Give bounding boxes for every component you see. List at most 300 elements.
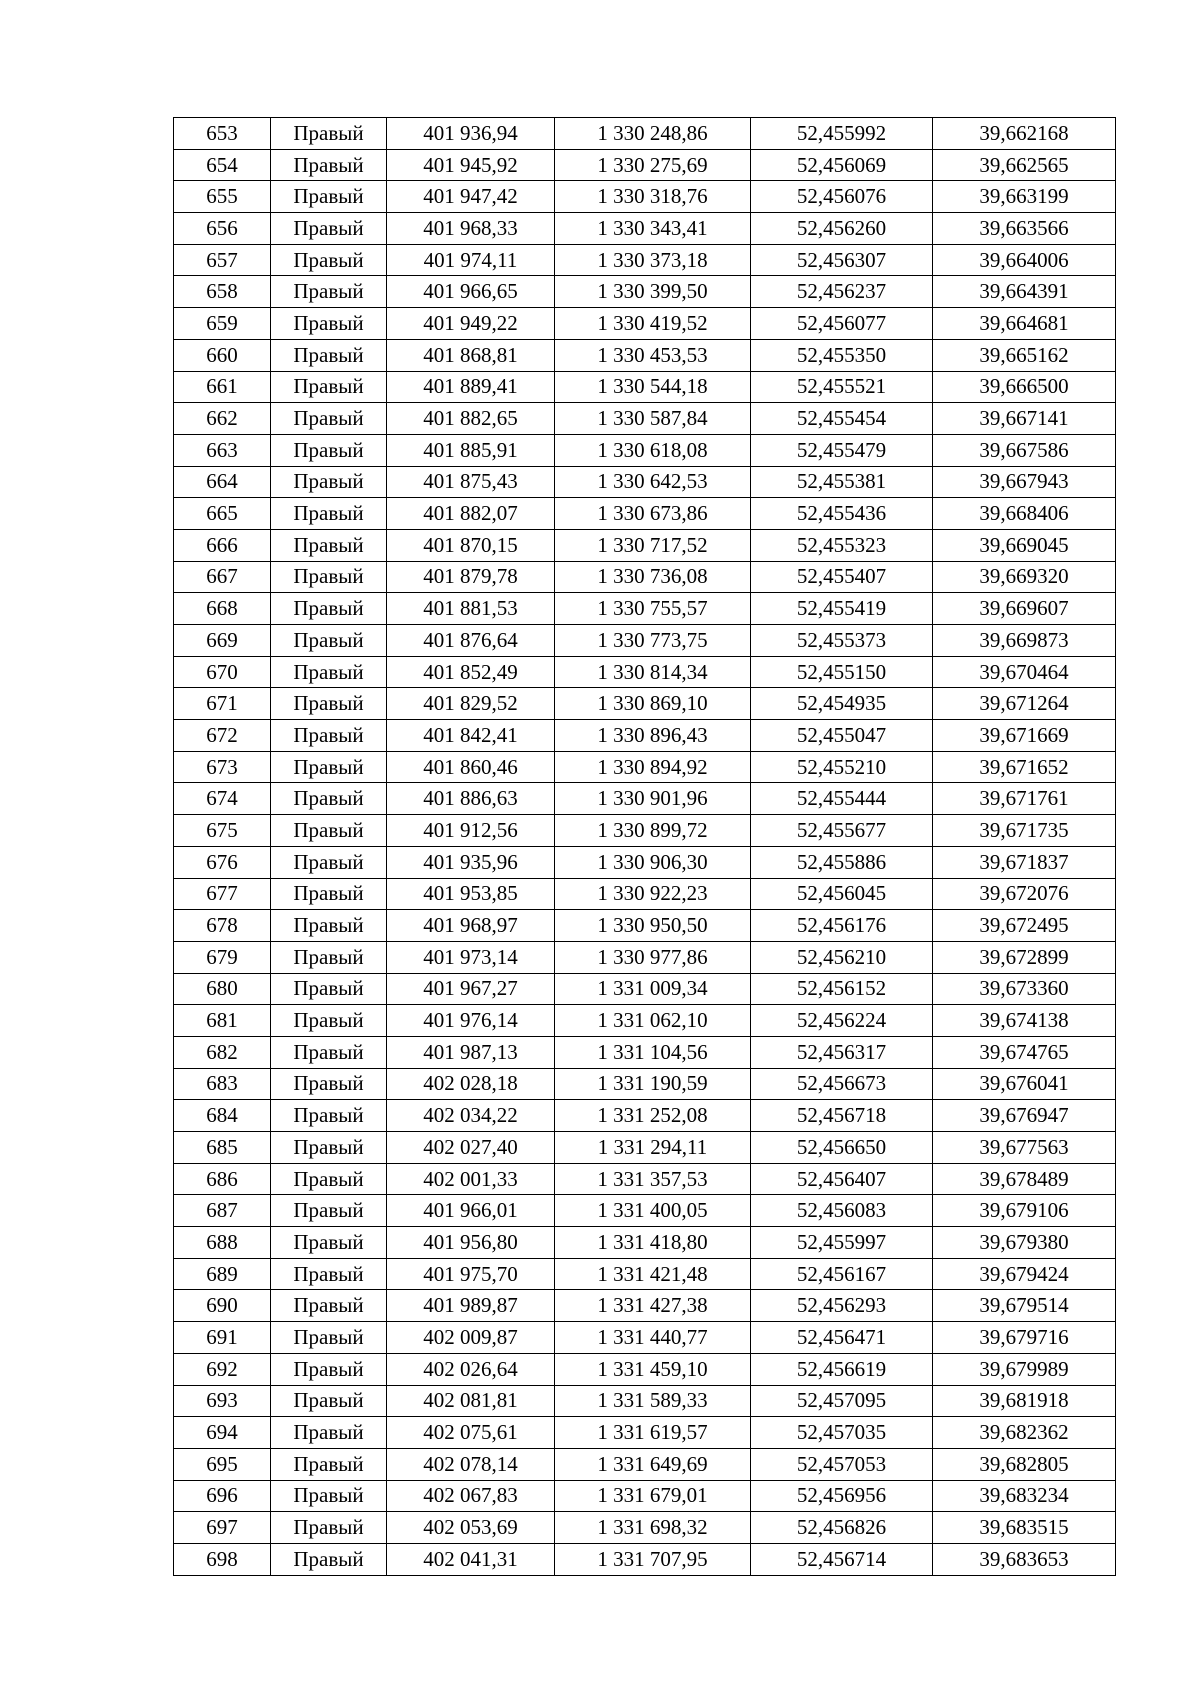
y-coordinate-cell: 1 330 453,53 [555,339,751,371]
side-cell: Правый [271,1036,387,1068]
x-coordinate-cell: 402 075,61 [387,1417,555,1449]
table-row [174,593,1116,625]
y-coordinate-cell: 1 330 318,76 [555,181,751,213]
x-coordinate-cell: 402 078,14 [387,1448,555,1480]
x-coordinate-cell: 401 889,41 [387,371,555,403]
point-number-cell: 658 [174,276,271,308]
table-row [174,1353,1116,1385]
table-row [174,1290,1116,1322]
point-number-cell: 698 [174,1543,271,1575]
x-coordinate-cell: 401 973,14 [387,941,555,973]
longitude-cell: 39,677563 [933,1132,1116,1164]
table-row [174,625,1116,657]
y-coordinate-cell: 1 331 357,53 [555,1163,751,1195]
table-row [174,1163,1116,1195]
point-number-cell: 696 [174,1480,271,1512]
table-row [174,815,1116,847]
side-cell: Правый [271,276,387,308]
longitude-cell: 39,672076 [933,878,1116,910]
longitude-cell: 39,671264 [933,688,1116,720]
latitude-cell: 52,456407 [751,1163,933,1195]
table-row [174,308,1116,340]
y-coordinate-cell: 1 330 977,86 [555,941,751,973]
longitude-cell: 39,671735 [933,815,1116,847]
point-number-cell: 682 [174,1036,271,1068]
longitude-cell: 39,671669 [933,720,1116,752]
x-coordinate-cell: 401 953,85 [387,878,555,910]
point-number-cell: 691 [174,1322,271,1354]
x-coordinate-cell: 401 885,91 [387,434,555,466]
point-number-cell: 666 [174,529,271,561]
latitude-cell: 52,455373 [751,625,933,657]
side-cell: Правый [271,941,387,973]
longitude-cell: 39,679106 [933,1195,1116,1227]
side-cell: Правый [271,910,387,942]
coordinates-table [173,117,1116,1576]
point-number-cell: 676 [174,846,271,878]
table-row [174,276,1116,308]
y-coordinate-cell: 1 330 869,10 [555,688,751,720]
latitude-cell: 52,455997 [751,1227,933,1259]
latitude-cell: 52,455419 [751,593,933,625]
side-cell: Правый [271,878,387,910]
side-cell: Правый [271,1353,387,1385]
table-row [174,529,1116,561]
latitude-cell: 52,456210 [751,941,933,973]
y-coordinate-cell: 1 331 252,08 [555,1100,751,1132]
side-cell: Правый [271,1163,387,1195]
side-cell: Правый [271,815,387,847]
x-coordinate-cell: 401 976,14 [387,1005,555,1037]
x-coordinate-cell: 401 945,92 [387,149,555,181]
y-coordinate-cell: 1 331 418,80 [555,1227,751,1259]
point-number-cell: 689 [174,1258,271,1290]
table-row [174,1322,1116,1354]
latitude-cell: 52,456045 [751,878,933,910]
longitude-cell: 39,679514 [933,1290,1116,1322]
x-coordinate-cell: 401 868,81 [387,339,555,371]
longitude-cell: 39,672899 [933,941,1116,973]
table-row [174,1036,1116,1068]
longitude-cell: 39,672495 [933,910,1116,942]
latitude-cell: 52,455479 [751,434,933,466]
x-coordinate-cell: 401 935,96 [387,846,555,878]
longitude-cell: 39,666500 [933,371,1116,403]
longitude-cell: 39,667943 [933,466,1116,498]
point-number-cell: 686 [174,1163,271,1195]
table-row [174,1005,1116,1037]
latitude-cell: 52,455210 [751,751,933,783]
latitude-cell: 52,455350 [751,339,933,371]
x-coordinate-cell: 402 067,83 [387,1480,555,1512]
side-cell: Правый [271,1448,387,1480]
side-cell: Правый [271,308,387,340]
longitude-cell: 39,674765 [933,1036,1116,1068]
latitude-cell: 52,456167 [751,1258,933,1290]
point-number-cell: 684 [174,1100,271,1132]
point-number-cell: 690 [174,1290,271,1322]
x-coordinate-cell: 401 860,46 [387,751,555,783]
table-row [174,1512,1116,1544]
latitude-cell: 52,456317 [751,1036,933,1068]
point-number-cell: 671 [174,688,271,720]
point-number-cell: 653 [174,118,271,150]
y-coordinate-cell: 1 330 717,52 [555,529,751,561]
table-row [174,720,1116,752]
table-row [174,941,1116,973]
y-coordinate-cell: 1 330 736,08 [555,561,751,593]
longitude-cell: 39,683515 [933,1512,1116,1544]
table-row [174,466,1116,498]
y-coordinate-cell: 1 330 419,52 [555,308,751,340]
y-coordinate-cell: 1 330 587,84 [555,403,751,435]
side-cell: Правый [271,149,387,181]
latitude-cell: 52,457035 [751,1417,933,1449]
x-coordinate-cell: 401 852,49 [387,656,555,688]
longitude-cell: 39,676947 [933,1100,1116,1132]
latitude-cell: 52,456718 [751,1100,933,1132]
side-cell: Правый [271,1195,387,1227]
point-number-cell: 697 [174,1512,271,1544]
side-cell: Правый [271,213,387,245]
side-cell: Правый [271,783,387,815]
table-row [174,878,1116,910]
table-row [174,1448,1116,1480]
x-coordinate-cell: 401 966,65 [387,276,555,308]
side-cell: Правый [271,403,387,435]
table-row [174,751,1116,783]
x-coordinate-cell: 402 009,87 [387,1322,555,1354]
point-number-cell: 687 [174,1195,271,1227]
point-number-cell: 673 [174,751,271,783]
table-row [174,910,1116,942]
y-coordinate-cell: 1 331 459,10 [555,1353,751,1385]
side-cell: Правый [271,1385,387,1417]
x-coordinate-cell: 401 870,15 [387,529,555,561]
side-cell: Правый [271,118,387,150]
y-coordinate-cell: 1 330 906,30 [555,846,751,878]
x-coordinate-cell: 401 975,70 [387,1258,555,1290]
longitude-cell: 39,670464 [933,656,1116,688]
table-row [174,688,1116,720]
x-coordinate-cell: 401 882,07 [387,498,555,530]
table-row [174,973,1116,1005]
longitude-cell: 39,662168 [933,118,1116,150]
latitude-cell: 52,456673 [751,1068,933,1100]
side-cell: Правый [271,1258,387,1290]
point-number-cell: 662 [174,403,271,435]
x-coordinate-cell: 401 829,52 [387,688,555,720]
y-coordinate-cell: 1 331 427,38 [555,1290,751,1322]
point-number-cell: 661 [174,371,271,403]
latitude-cell: 52,455323 [751,529,933,561]
table-row [174,1417,1116,1449]
table-row [174,403,1116,435]
x-coordinate-cell: 402 081,81 [387,1385,555,1417]
y-coordinate-cell: 1 331 400,05 [555,1195,751,1227]
latitude-cell: 52,456471 [751,1322,933,1354]
longitude-cell: 39,667586 [933,434,1116,466]
side-cell: Правый [271,1005,387,1037]
longitude-cell: 39,667141 [933,403,1116,435]
point-number-cell: 695 [174,1448,271,1480]
y-coordinate-cell: 1 330 922,23 [555,878,751,910]
x-coordinate-cell: 401 886,63 [387,783,555,815]
point-number-cell: 694 [174,1417,271,1449]
table-row [174,118,1116,150]
y-coordinate-cell: 1 330 248,86 [555,118,751,150]
table-row [174,149,1116,181]
x-coordinate-cell: 402 026,64 [387,1353,555,1385]
latitude-cell: 52,456237 [751,276,933,308]
side-cell: Правый [271,371,387,403]
side-cell: Правый [271,1290,387,1322]
y-coordinate-cell: 1 330 373,18 [555,244,751,276]
y-coordinate-cell: 1 331 440,77 [555,1322,751,1354]
latitude-cell: 52,456650 [751,1132,933,1164]
y-coordinate-cell: 1 331 698,32 [555,1512,751,1544]
table-row [174,1100,1116,1132]
side-cell: Правый [271,1322,387,1354]
longitude-cell: 39,673360 [933,973,1116,1005]
latitude-cell: 52,455047 [751,720,933,752]
y-coordinate-cell: 1 331 679,01 [555,1480,751,1512]
table-row [174,244,1116,276]
point-number-cell: 679 [174,941,271,973]
longitude-cell: 39,663199 [933,181,1116,213]
point-number-cell: 669 [174,625,271,657]
latitude-cell: 52,455454 [751,403,933,435]
side-cell: Правый [271,434,387,466]
longitude-cell: 39,682362 [933,1417,1116,1449]
point-number-cell: 667 [174,561,271,593]
longitude-cell: 39,679380 [933,1227,1116,1259]
latitude-cell: 52,454935 [751,688,933,720]
y-coordinate-cell: 1 331 062,10 [555,1005,751,1037]
longitude-cell: 39,671761 [933,783,1116,815]
point-number-cell: 656 [174,213,271,245]
longitude-cell: 39,664681 [933,308,1116,340]
x-coordinate-cell: 401 879,78 [387,561,555,593]
latitude-cell: 52,456956 [751,1480,933,1512]
side-cell: Правый [271,498,387,530]
latitude-cell: 52,456077 [751,308,933,340]
latitude-cell: 52,456069 [751,149,933,181]
point-number-cell: 660 [174,339,271,371]
point-number-cell: 654 [174,149,271,181]
point-number-cell: 675 [174,815,271,847]
table-body [174,118,1116,1576]
longitude-cell: 39,682805 [933,1448,1116,1480]
longitude-cell: 39,669045 [933,529,1116,561]
latitude-cell: 52,456224 [751,1005,933,1037]
y-coordinate-cell: 1 330 544,18 [555,371,751,403]
y-coordinate-cell: 1 330 618,08 [555,434,751,466]
y-coordinate-cell: 1 330 773,75 [555,625,751,657]
table-row [174,498,1116,530]
point-number-cell: 677 [174,878,271,910]
side-cell: Правый [271,1417,387,1449]
x-coordinate-cell: 402 001,33 [387,1163,555,1195]
x-coordinate-cell: 402 028,18 [387,1068,555,1100]
side-cell: Правый [271,466,387,498]
longitude-cell: 39,664391 [933,276,1116,308]
y-coordinate-cell: 1 330 275,69 [555,149,751,181]
longitude-cell: 39,669320 [933,561,1116,593]
side-cell: Правый [271,1100,387,1132]
x-coordinate-cell: 401 876,64 [387,625,555,657]
table-row [174,1543,1116,1575]
x-coordinate-cell: 402 034,22 [387,1100,555,1132]
latitude-cell: 52,457053 [751,1448,933,1480]
latitude-cell: 52,456619 [751,1353,933,1385]
y-coordinate-cell: 1 330 899,72 [555,815,751,847]
table-row [174,181,1116,213]
longitude-cell: 39,671837 [933,846,1116,878]
point-number-cell: 681 [174,1005,271,1037]
x-coordinate-cell: 401 881,53 [387,593,555,625]
table-row [174,1132,1116,1164]
y-coordinate-cell: 1 330 755,57 [555,593,751,625]
latitude-cell: 52,455407 [751,561,933,593]
table-row [174,213,1116,245]
point-number-cell: 680 [174,973,271,1005]
table-row [174,783,1116,815]
latitude-cell: 52,456260 [751,213,933,245]
side-cell: Правый [271,1068,387,1100]
latitude-cell: 52,456714 [751,1543,933,1575]
table-row [174,1068,1116,1100]
latitude-cell: 52,456083 [751,1195,933,1227]
side-cell: Правый [271,593,387,625]
point-number-cell: 670 [174,656,271,688]
side-cell: Правый [271,973,387,1005]
y-coordinate-cell: 1 330 950,50 [555,910,751,942]
latitude-cell: 52,456826 [751,1512,933,1544]
longitude-cell: 39,664006 [933,244,1116,276]
x-coordinate-cell: 401 966,01 [387,1195,555,1227]
longitude-cell: 39,668406 [933,498,1116,530]
longitude-cell: 39,676041 [933,1068,1116,1100]
side-cell: Правый [271,244,387,276]
table-row [174,339,1116,371]
longitude-cell: 39,662565 [933,149,1116,181]
side-cell: Правый [271,181,387,213]
table-row [174,1195,1116,1227]
x-coordinate-cell: 401 974,11 [387,244,555,276]
point-number-cell: 668 [174,593,271,625]
latitude-cell: 52,456307 [751,244,933,276]
longitude-cell: 39,683653 [933,1543,1116,1575]
x-coordinate-cell: 401 936,94 [387,118,555,150]
x-coordinate-cell: 401 967,27 [387,973,555,1005]
longitude-cell: 39,679716 [933,1322,1116,1354]
latitude-cell: 52,455521 [751,371,933,403]
latitude-cell: 52,455436 [751,498,933,530]
side-cell: Правый [271,656,387,688]
table-row [174,1258,1116,1290]
x-coordinate-cell: 401 968,97 [387,910,555,942]
latitude-cell: 52,456076 [751,181,933,213]
longitude-cell: 39,665162 [933,339,1116,371]
y-coordinate-cell: 1 331 421,48 [555,1258,751,1290]
x-coordinate-cell: 401 956,80 [387,1227,555,1259]
x-coordinate-cell: 401 947,42 [387,181,555,213]
point-number-cell: 663 [174,434,271,466]
point-number-cell: 678 [174,910,271,942]
point-number-cell: 664 [174,466,271,498]
latitude-cell: 52,455381 [751,466,933,498]
point-number-cell: 683 [174,1068,271,1100]
latitude-cell: 52,455150 [751,656,933,688]
side-cell: Правый [271,1132,387,1164]
y-coordinate-cell: 1 330 894,92 [555,751,751,783]
longitude-cell: 39,683234 [933,1480,1116,1512]
x-coordinate-cell: 402 041,31 [387,1543,555,1575]
y-coordinate-cell: 1 330 673,86 [555,498,751,530]
x-coordinate-cell: 401 842,41 [387,720,555,752]
x-coordinate-cell: 401 968,33 [387,213,555,245]
side-cell: Правый [271,720,387,752]
side-cell: Правый [271,751,387,783]
y-coordinate-cell: 1 331 649,69 [555,1448,751,1480]
side-cell: Правый [271,625,387,657]
y-coordinate-cell: 1 330 642,53 [555,466,751,498]
side-cell: Правый [271,1227,387,1259]
x-coordinate-cell: 401 949,22 [387,308,555,340]
x-coordinate-cell: 401 987,13 [387,1036,555,1068]
y-coordinate-cell: 1 331 294,11 [555,1132,751,1164]
point-number-cell: 672 [174,720,271,752]
side-cell: Правый [271,1543,387,1575]
point-number-cell: 693 [174,1385,271,1417]
side-cell: Правый [271,339,387,371]
x-coordinate-cell: 401 989,87 [387,1290,555,1322]
x-coordinate-cell: 402 053,69 [387,1512,555,1544]
x-coordinate-cell: 402 027,40 [387,1132,555,1164]
longitude-cell: 39,679424 [933,1258,1116,1290]
table-row [174,371,1116,403]
side-cell: Правый [271,846,387,878]
x-coordinate-cell: 401 882,65 [387,403,555,435]
latitude-cell: 52,457095 [751,1385,933,1417]
table-row [174,1480,1116,1512]
side-cell: Правый [271,529,387,561]
longitude-cell: 39,674138 [933,1005,1116,1037]
longitude-cell: 39,671652 [933,751,1116,783]
y-coordinate-cell: 1 331 619,57 [555,1417,751,1449]
x-coordinate-cell: 401 875,43 [387,466,555,498]
table-row [174,561,1116,593]
table-row [174,846,1116,878]
y-coordinate-cell: 1 331 707,95 [555,1543,751,1575]
y-coordinate-cell: 1 330 896,43 [555,720,751,752]
point-number-cell: 685 [174,1132,271,1164]
table-row [174,1385,1116,1417]
longitude-cell: 39,679989 [933,1353,1116,1385]
side-cell: Правый [271,1512,387,1544]
point-number-cell: 688 [174,1227,271,1259]
point-number-cell: 659 [174,308,271,340]
longitude-cell: 39,681918 [933,1385,1116,1417]
y-coordinate-cell: 1 331 589,33 [555,1385,751,1417]
latitude-cell: 52,455992 [751,118,933,150]
point-number-cell: 657 [174,244,271,276]
longitude-cell: 39,669607 [933,593,1116,625]
point-number-cell: 665 [174,498,271,530]
table-row [174,656,1116,688]
y-coordinate-cell: 1 330 343,41 [555,213,751,245]
